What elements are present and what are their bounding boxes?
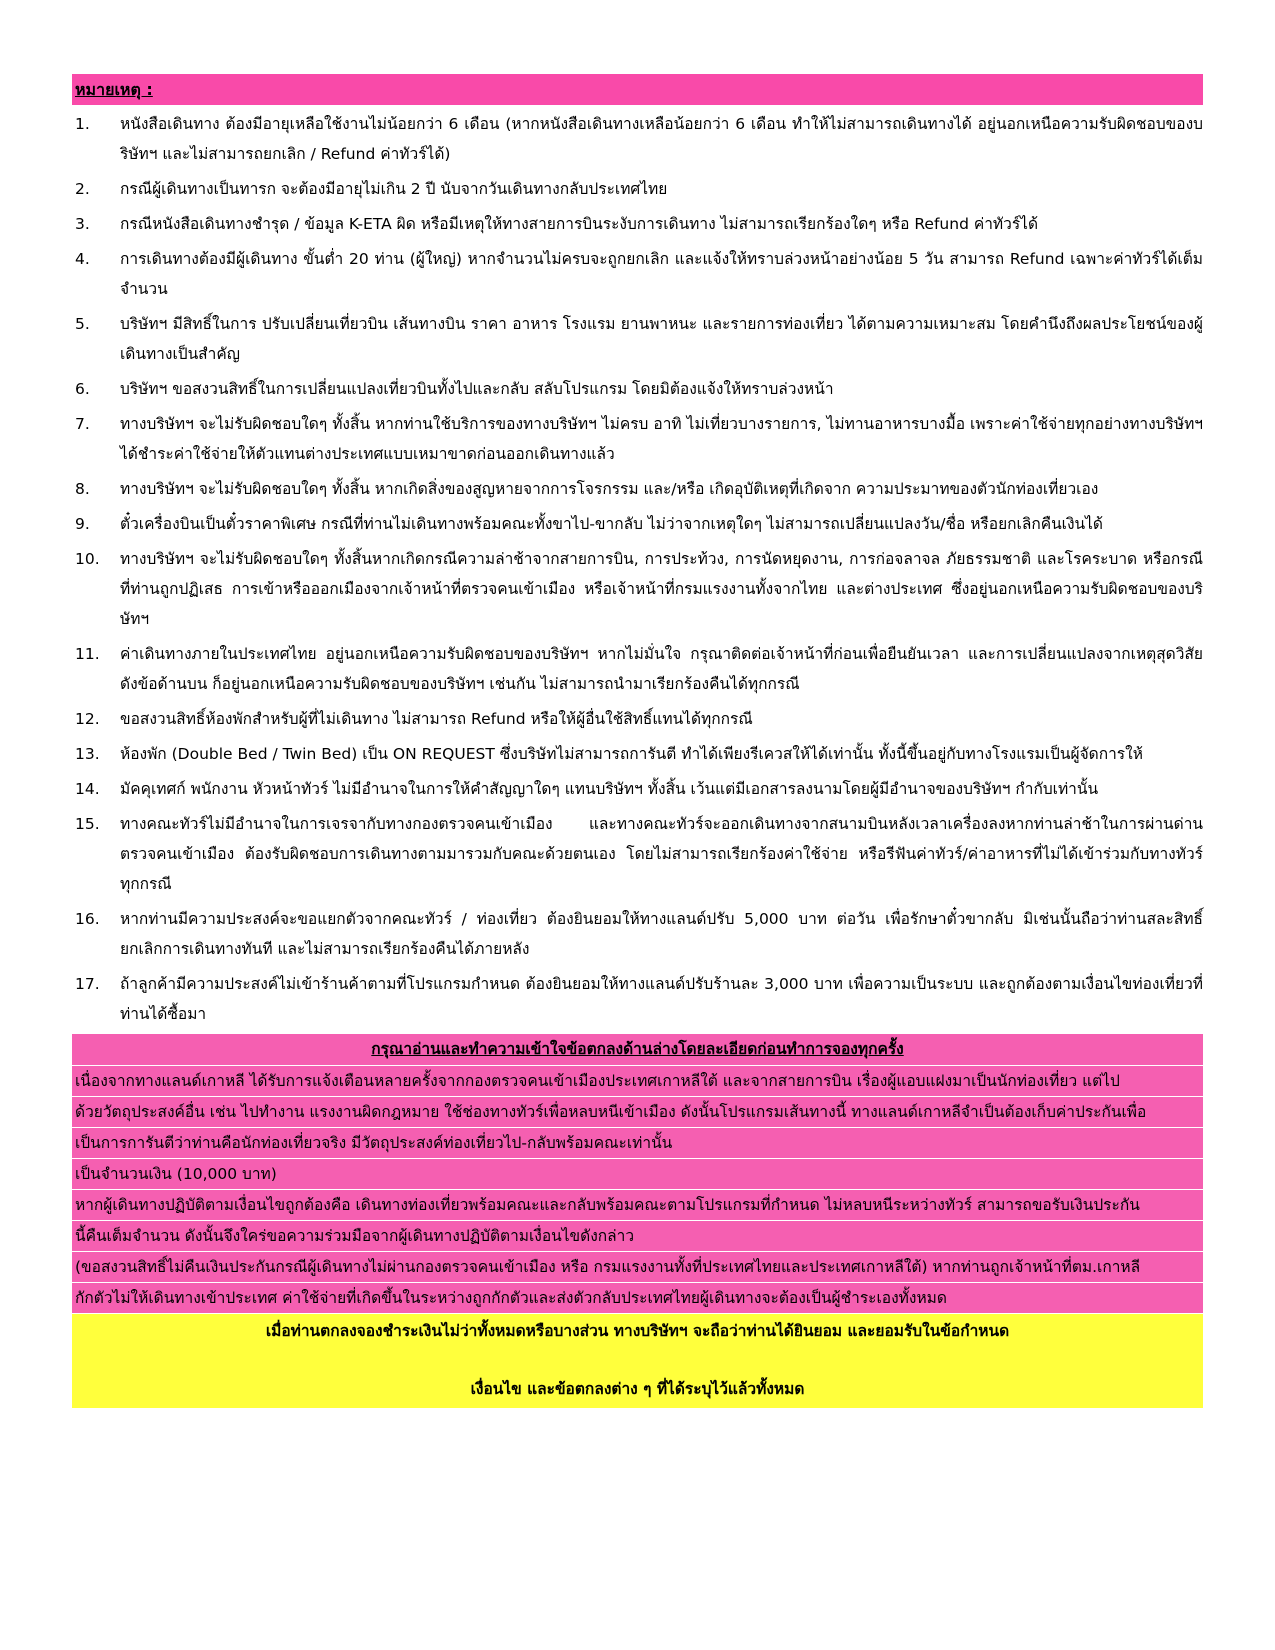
remark-number: 17.	[75, 975, 100, 993]
agreement-lines	[72, 1066, 1203, 1314]
remark-item	[72, 809, 1203, 899]
remark-item	[72, 739, 1203, 769]
remark-item	[72, 969, 1203, 1029]
remark-number: 2.	[75, 180, 90, 198]
remark-text: มัคคุเทศก์ พนักงาน หัวหน้าทัวร์ ไม่มีอำนาจในการให้คำสัญญาใดๆ แทนบริษัทฯ ทั้งสิ้น เว้นแต่มีเอกสารลงนามโดยผู้มีอำนาจของบริษัทฯ กำกับเท่านั้น	[120, 780, 1099, 798]
remark-number: 13.	[75, 745, 100, 763]
remark-number: 11.	[75, 645, 100, 663]
remark-text: ทางคณะทัวร์ไม่มีอำนาจในการเจรจากับทางกองตรวจคนเข้าเมือง และทางคณะทัวร์จะออกเดินทางจากสนามบินหลังเวลาเครื่องลงหากท่านล่าช้าในการผ่านด่านตรวจคนเข้าเมือง ต้องรับผิดชอบการเดินทางตามมารวมกับคณะด้วยตนเอง โดยไม่สามารถเรียกร้องค่าใช้จ่าย หรือรีฟันค่าทัวร์/ค่าอาหารที่ไม่ได้เข้าร่วมกับทางทัวร์ทุกกรณี	[120, 815, 1203, 893]
remark-item	[72, 544, 1203, 634]
remark-item	[72, 174, 1203, 204]
remark-text: ทางบริษัทฯ จะไม่รับผิดชอบใดๆ ทั้งสิ้น หากเกิดสิ่งของสูญหายจากการโจรกรรม และ/หรือ เกิดอุบัติเหตุที่เกิดจาก ความประมาทของตัวนักท่องเที่ยวเอง	[120, 480, 1099, 498]
remark-number: 6.	[75, 380, 90, 398]
remark-number: 15.	[75, 815, 100, 833]
acceptance-line-1: เมื่อท่านตกลงจองชำระเงินไม่ว่าทั้งหมดหรือบางส่วน ทางบริษัทฯ จะถือว่าท่านได้ยินยอม และยอมรับในข้อกำหนด	[265, 1322, 1010, 1340]
remark-text: ถ้าลูกค้ามีความประสงค์ไม่เข้าร้านค้าตามที่โปรแกรมกำหนด ต้องยินยอมให้ทางแลนด์ปรับร้านละ 3,000 บาท เพื่อความเป็นระบบ และถูกต้องตามเงื่อนไขท่องเที่ยวที่ท่านได้ซื้อมา	[120, 975, 1203, 1023]
remark-text: ค่าเดินทางภายในประเทศไทย อยู่นอกเหนือความรับผิดชอบของบริษัทฯ หากไม่มั่นใจ กรุณาติดต่อเจ้าหน้าที่ก่อนเพื่อยืนยันเวลา และการเปลี่ยนแปลงจากเหตุสุดวิสัยดังข้อด้านบน ก็อยู่นอกเหนือความรับผิดชอบของบริษัทฯ เช่นกัน ไม่สามารถนำมาเรียกร้องคืนได้ทุกกรณี	[120, 645, 1203, 693]
agreement-line: นี้คืนเต็มจำนวน ดังนั้นจึงใคร่ขอความร่วมมือจากผู้เดินทางปฏิบัติตามเงื่อนไขดังกล่าว	[72, 1221, 1203, 1252]
remark-item	[72, 904, 1203, 964]
remark-number: 12.	[75, 710, 100, 728]
remarks-list	[72, 109, 1203, 1029]
remark-item	[72, 474, 1203, 504]
remark-text: กรณีผู้เดินทางเป็นทารก จะต้องมีอายุไม่เกิน 2 ปี นับจากวันเดินทางกลับประเทศไทย	[120, 180, 668, 198]
remarks-title: หมายเหตุ :	[72, 74, 1203, 105]
remark-text: กรณีหนังสือเดินทางชำรุด / ข้อมูล K-ETA ผิด หรือมีเหตุให้ทางสายการบินระงับการเดินทาง ไม่สามารถเรียกร้องใดๆ หรือ Refund ค่าทัวร์ได้	[120, 215, 1039, 233]
remark-item	[72, 374, 1203, 404]
remark-text: ขอสงวนสิทธิ์ห้องพักสำหรับผู้ที่ไม่เดินทาง ไม่สามารถ Refund หรือให้ผู้อื่นใช้สิทธิ์แทนได้ทุกกรณี	[120, 710, 753, 728]
remark-number: 14.	[75, 780, 100, 798]
agreement-line: ด้วยวัตถุประสงค์อื่น เช่น ไปทำงาน แรงงานผิดกฎหมาย ใช้ช่องทางทัวร์เพื่อหลบหนีเข้าเมือง ดังนั้นโปรแกรมเส้นทางนี้ ทางแลนด์เกาหลีจำเป็นต้องเก็บค่าประกันเพื่อ	[72, 1097, 1203, 1128]
remark-number: 8.	[75, 480, 90, 498]
remark-text: ทางบริษัทฯ จะไม่รับผิดชอบใดๆ ทั้งสิ้น หากท่านใช้บริการของทางบริษัทฯ ไม่ครบ อาทิ ไม่เที่ยวบางรายการ, ไม่ทานอาหารบางมื้อ เพราะค่าใช้จ่ายทุกอย่างทางบริษัทฯ ได้ชำระค่าใช้จ่ายให้ตัวแทนต่างประเทศแบบเหมาขาดก่อนออกเดินทางแล้ว	[120, 415, 1203, 463]
agreement-line: เป็นจำนวนเงิน (10,000 บาท)	[72, 1159, 1203, 1190]
remark-text: บริษัทฯ มีสิทธิ์ในการ ปรับเปลี่ยนเที่ยวบิน เส้นทางบิน ราคา อาหาร โรงแรม ยานพาหนะ และรายการท่องเที่ยว ได้ตามความเหมาะสม โดยคำนึงถึงผลประโยชน์ของผู้เดินทางเป็นสำคัญ	[120, 315, 1203, 363]
remark-item	[72, 409, 1203, 469]
remark-number: 16.	[75, 910, 100, 928]
agreement-line: เป็นการการันตีว่าท่านคือนักท่องเที่ยวจริง มีวัตถุประสงค์ท่องเที่ยวไป-กลับพร้อมคณะเท่านั้น	[72, 1128, 1203, 1159]
remark-text: ห้องพัก (Double Bed / Twin Bed) เป็น ON REQUEST ซึ่งบริษัทไม่สามารถการันตี ทำได้เพียงรีเควสให้ได้เท่านั้น ทั้งนี้ขึ้นอยู่กับทางโรงแรมเป็นผู้จัดการให้	[120, 745, 1143, 763]
remark-item	[72, 704, 1203, 734]
remark-number: 9.	[75, 515, 90, 533]
agreement-line: กักตัวไม่ให้เดินทางเข้าประเทศ ค่าใช้จ่ายที่เกิดขึ้นในระหว่างถูกกักตัวและส่งตัวกลับประเทศไทยผู้เดินทางจะต้องเป็นผู้ชำระเองทั้งหมด	[72, 1283, 1203, 1314]
remark-item	[72, 109, 1203, 169]
remark-number: 3.	[75, 215, 90, 233]
remark-text: การเดินทางต้องมีผู้เดินทาง ขั้นต่ำ 20 ท่าน (ผู้ใหญ่) หากจำนวนไม่ครบจะถูกยกเลิก และแจ้งให้ทราบล่วงหน้าอย่างน้อย 5 วัน สามารถ Refund เฉพาะค่าทัวร์ได้เต็มจำนวน	[120, 250, 1203, 298]
remark-number: 10.	[75, 550, 100, 568]
remark-text: หนังสือเดินทาง ต้องมีอายุเหลือใช้งานไม่น้อยกว่า 6 เดือน (หากหนังสือเดินทางเหลือน้อยกว่า 6 เดือน ทำให้ไม่สามารถเดินทางได้ อยู่นอกเหนือความรับผิดชอบของบริษัทฯ และไม่สามารถยกเลิก / Refund ค่าทัวร์ได้)	[120, 115, 1203, 163]
remark-item	[72, 639, 1203, 699]
terms-page	[72, 74, 1203, 1408]
remark-text: หากท่านมีความประสงค์จะขอแยกตัวจากคณะทัวร์ / ท่องเที่ยว ต้องยินยอมให้ทางแลนด์ปรับ 5,000 บาท ต่อวัน เพื่อรักษาตั๋วขากลับ มิเช่นนั้นถือว่าท่านสละสิทธิ์ยกเลิกการเดินทางทันที และไม่สามารถเรียกร้องคืนได้ภายหลัง	[120, 910, 1203, 958]
acceptance-box	[72, 1314, 1203, 1408]
agreement-line: หากผู้เดินทางปฏิบัติตามเงื่อนไขถูกต้องคือ เดินทางท่องเที่ยวพร้อมคณะและกลับพร้อมคณะตามโปรแกรมที่กำหนด ไม่หลบหนีระหว่างทัวร์ สามารถขอรับเงินประกัน	[72, 1190, 1203, 1221]
remark-number: 1.	[75, 115, 90, 133]
remark-text: บริษัทฯ ขอสงวนสิทธิ์ในการเปลี่ยนแปลงเที่ยวบินทั้งไปและกลับ สลับโปรแกรม โดยมิต้องแจ้งให้ทราบล่วงหน้า	[120, 380, 834, 398]
remark-item	[72, 509, 1203, 539]
remark-item	[72, 244, 1203, 304]
remark-text: ตั๋วเครื่องบินเป็นตั๋วราคาพิเศษ กรณีที่ท่านไม่เดินทางพร้อมคณะทั้งขาไป-ขากลับ ไม่ว่าจากเหตุใดๆ ไม่สามารถเปลี่ยนแปลงวัน/ชื่อ หรือยกเลิกคืนเงินได้	[120, 515, 1104, 533]
remark-text: ทางบริษัทฯ จะไม่รับผิดชอบใดๆ ทั้งสิ้นหากเกิดกรณีความล่าช้าจากสายการบิน, การประท้วง, การนัดหยุดงาน, การก่อจลาจล ภัยธรรมชาติ และโรคระบาด หรือกรณีที่ท่านถูกปฏิเสธ การเข้าหรือออกเมืองจากเจ้าหน้าที่ตรวจคนเข้าเมือง หรือเจ้าหน้าที่กรมแรงงานทั้งจากไทย และต่างประเทศ ซึ่งอยู่นอกเหนือความรับผิดชอบของบริษัทฯ	[120, 550, 1203, 628]
remark-item	[72, 209, 1203, 239]
agreement-box	[72, 1034, 1203, 1314]
remark-number: 5.	[75, 315, 90, 333]
remark-item	[72, 774, 1203, 804]
agreement-heading: กรุณาอ่านและทำความเข้าใจข้อตกลงด้านล่างโดยละเอียดก่อนทำการจองทุกครั้ง	[72, 1034, 1203, 1066]
remark-number: 7.	[75, 415, 90, 433]
remark-number: 4.	[75, 250, 90, 268]
agreement-line: เนื่องจากทางแลนด์เกาหลี ได้รับการแจ้งเตือนหลายครั้งจากกองตรวจคนเข้าเมืองประเทศเกาหลีใต้ และจากสายการบิน เรื่องผู้แอบแฝงมาเป็นนักท่องเที่ยว แต่ไป	[72, 1066, 1203, 1097]
agreement-line: (ขอสงวนสิทธิ์ไม่คืนเงินประกันกรณีผู้เดินทางไม่ผ่านกองตรวจคนเข้าเมือง หรือ กรมแรงงานทั้งที่ประเทศไทยและประเทศเกาหลีใต้) หากท่านถูกเจ้าหน้าที่ตม.เกาหลี	[72, 1252, 1203, 1283]
remark-item	[72, 309, 1203, 369]
acceptance-line-2: เงื่อนไข และข้อตกลงต่าง ๆ ที่ได้ระบุไว้แล้วทั้งหมด	[470, 1380, 805, 1398]
